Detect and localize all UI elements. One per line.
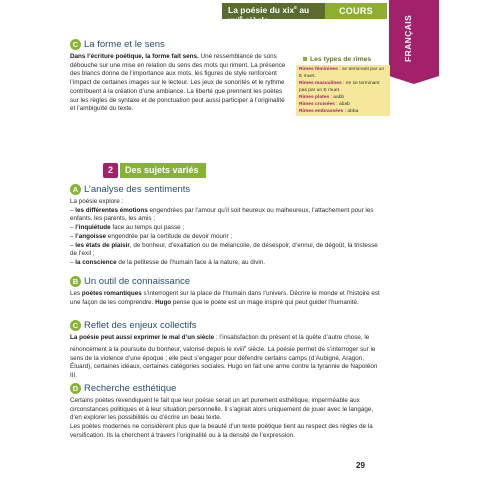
aside-item: Rimes masculines : ne se terminant pas par un E muet. <box>299 81 380 93</box>
aside-item: Rimes féminines : se terminant par un E muet. <box>299 67 385 79</box>
paragraph: Les poètes romantiques s’interrogent sur la place de l’humain dans l’univers. Décrire le monde et l’histoire est une façon de les comprendre. Hugo pense que le poète est un mage inspiré qui peut guider l’humanité. <box>70 290 380 306</box>
part-outil-connaissance <box>70 276 386 307</box>
aside-title: Les types de rimes <box>296 56 390 63</box>
section-title: Des sujets variés <box>120 163 206 178</box>
part-enjeux-collectifs <box>70 320 386 381</box>
section-letter-badge: C <box>70 320 81 331</box>
list-item: – l’angoisse engendrée par la certitude de devoir mourir ; <box>70 232 233 240</box>
paragraph: La poésie peut aussi exprimer le mal d’un siècle : l’insatisfaction du présent et la quête d’autre chose, le renoncement à la poursuite du bonheur, valorisé depuis le xviii$^e$ siècle. La poésie permet de s’interroger sur le sens de la violence d’une époque ; elle peut s’engager pour défendre certains camps (d’Aubigné, Aragon, Éluard), certaines idéaux, certaines catégories sociales. Hugo en fait une arme contre la tyrannie de Napoléon III. <box>70 334 378 379</box>
aside-box <box>296 65 390 116</box>
subject-tab <box>389 0 439 76</box>
section-letter-badge: C <box>70 39 81 50</box>
paragraph: La poésie explore : – les différentes émotions engendrées par l’amour qu’il soit heureux ou malheureux, l’attachement pour les enfants, les parents, les amis ; – l’inquiétude face au temps qui passe ; – l’angoisse engendrée par la certitude de devoir mourir ; – les états de plaisir, de bonheur, d’exaltation ou de mélancolie, de désespoir, d’ennui, de dégoût, la tristesse de l’exil ; – la conscience de la petitesse de l’humain face à la nature, au divin. <box>70 198 386 268</box>
paragraph: Dans l’écriture poétique, la forme fait sens. Une ressemblance de sons débouche sur une mise en relation du sens des mots qui riment. La présence des blancs donne de l’importance aux mots, les figures de style renforcent l’impact de certaines images sur le lecteur. Les jeux de sonorités et le rythme contribuent à la création d’une ambiance. La liberté que prennent les poètes sur les règles de syntaxe et de ponctuation peut aussi participer à l’originalité et l’ambiguïté du texte. <box>70 53 286 113</box>
aside-item: Rimes croisées : abab <box>299 102 350 107</box>
section-heading: C Reflet des enjeux collectifs <box>70 320 386 331</box>
section-letter-badge: D <box>70 383 81 394</box>
subject-tab-arrow <box>389 76 439 84</box>
bullet-icon <box>303 57 307 61</box>
list-item: – les états de plaisir, de bonheur, d’exaltation ou de mélancolie, de désespoir, d’ennui, de dégoût, la tristesse de l’exil ; <box>70 241 378 258</box>
section-heading: D Recherche esthétique <box>70 383 386 394</box>
section-heading: A L’analyse des sentiments <box>70 184 386 195</box>
section-tab-cours: COURS <box>325 3 387 19</box>
section-letter-badge: B <box>70 276 81 287</box>
list-item: – l’inquiétude face au temps qui passe ; <box>70 224 185 232</box>
page-number: 29 <box>356 461 365 470</box>
list-item: – les différentes émotions engendrées par l’amour qu’il soit heureux ou malheureux, l’attachement pour les enfants, les parents, les amis ; <box>70 206 374 223</box>
running-title: La poésie du xix$^e$ au xxi$^e$ siècle <box>222 3 325 19</box>
aside-item: Rimes embrassées : abba <box>299 109 359 114</box>
section-heading: B Un outil de connaissance <box>70 276 386 287</box>
section-heading: C La forme et le sens <box>70 39 386 50</box>
rhyme-types-aside <box>296 56 390 116</box>
section-letter-badge: A <box>70 184 81 195</box>
part-recherche-esthetique <box>70 383 386 441</box>
list-item: – la conscience de la petitesse de l’humain face à la nature, au divin. <box>70 258 265 266</box>
aside-item: Rimes plates : aabb <box>299 95 345 100</box>
section-2-banner <box>103 163 206 178</box>
subject-tab-label: FRANÇAIS <box>403 14 413 62</box>
paragraph: Certains poètes revendiquent le fait que leur poésie serait un art purement esthétique, imperméable aux circonstances politiques et à leur situation personnelle. Il s’agirait alors uniquement de jouer avec le langage, d’en explorer les possibilités ou d’écrire un beau texte. Les poètes modernes ne considèrent plus que la beauté d’un texte poétique tient au respect des règles de la versification. Ils la cherchent à travers l’originalité ou à la densité de l’expression. <box>70 397 374 439</box>
section-number: 2 <box>103 163 118 178</box>
part-analyse-sentiments <box>70 184 386 268</box>
